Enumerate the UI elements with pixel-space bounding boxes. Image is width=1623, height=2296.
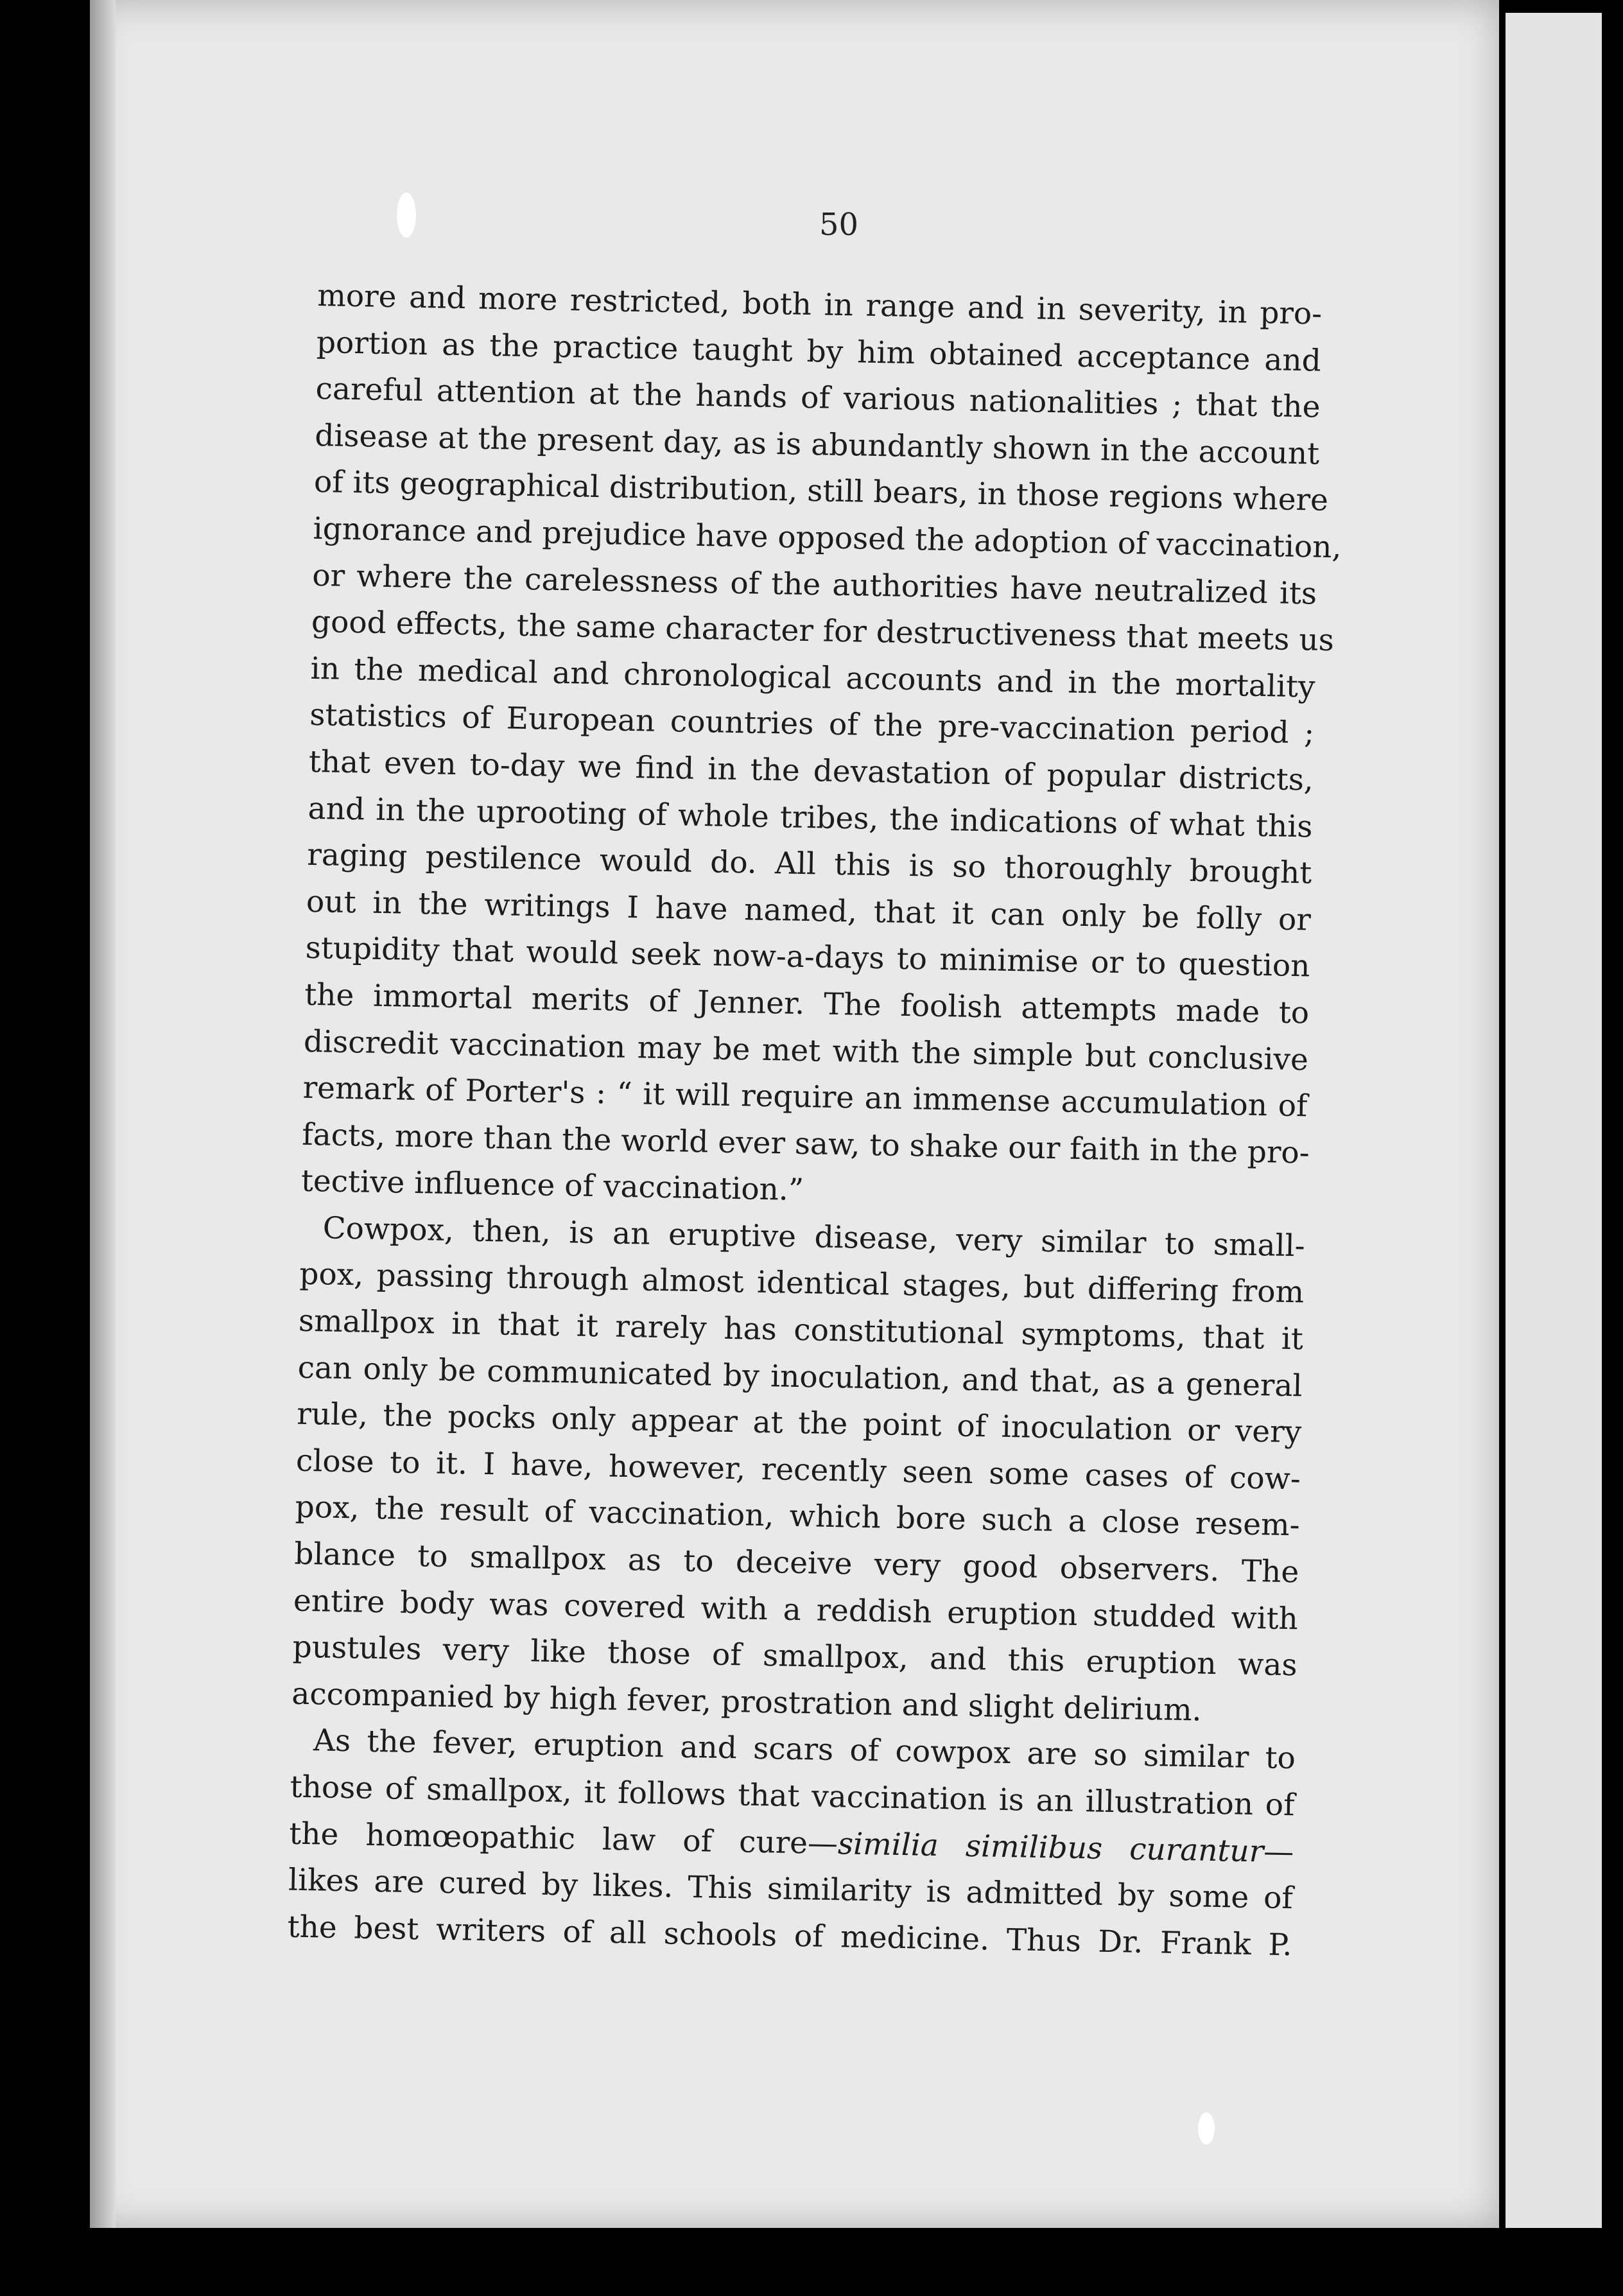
text-line: ignorance and prejudice have opposed the adoption of vaccination, (313, 510, 1342, 566)
text-line: the best writers of all schools of medicine. Thus Dr. Frank P. (287, 1909, 1293, 1963)
text-line: in the medical and chronological accounts and in the mortality (310, 650, 1315, 705)
page-spine-shadow (90, 0, 116, 2228)
text-line: entire body was covered with a reddish eruption studded with (293, 1583, 1299, 1637)
text-line: out in the writings I have named, that it can only be folly or (306, 883, 1312, 938)
text-line: stupidity that would seek now-a-days to minimise or to question (305, 930, 1310, 984)
text-line: that even to-day we find in the devastation of popular districts, (308, 744, 1314, 798)
text-line: close to it. I have, however, recently seen some cases of cow- (295, 1443, 1301, 1497)
body-text (287, 273, 1342, 1969)
text-line: of its geographical distribution, still bears, in those regions where (313, 464, 1329, 519)
text-line: good effects, the same character for destructiveness that meets us (311, 604, 1335, 659)
text-line: and in the uprooting of whole tribes, the indications of what this (308, 790, 1313, 845)
text-line: accompanied by high fever, prostration and slight delirium. (291, 1676, 1202, 1728)
text-line: remark of Porter's : “ it will require an immense accumulation of (302, 1070, 1308, 1124)
facing-page-edge (1506, 13, 1602, 2228)
text-line: careful attention at the hands of various nationalities ; that the (315, 371, 1321, 425)
text-line: or where the carelessness of the authorities have neutralized its (311, 557, 1317, 612)
text-line: those of smallpox, it follows that vaccination is an illustration of (290, 1769, 1296, 1823)
text-line: discredit vaccination may be met with the simple but conclusive (303, 1023, 1309, 1077)
paragraph-2 (291, 1205, 1305, 1736)
text-line: likes are cured by likes. This similarity is admitted by some of (288, 1862, 1294, 1917)
text-line: can only be communicated by inoculation, and that, as a general (297, 1350, 1303, 1404)
text-line: the immortal merits of Jenner. The foolish attempts made to (304, 977, 1310, 1031)
text-line: raging pestilence would do. All this is so thoroughly brought (306, 837, 1312, 891)
latin-tail: — (1263, 1834, 1294, 1870)
text-line: smallpox in that it rarely has constitutional symptoms, that it (298, 1303, 1304, 1357)
paragraph-3 (287, 1718, 1296, 1969)
text-line: As the fever, eruption and scars of cowpox are so similar to (313, 1723, 1296, 1777)
text-line: blance to smallpox as to deceive very good observers. The (293, 1536, 1299, 1590)
text-line: rule, the pocks only appear at the point of inoculation or very (296, 1396, 1302, 1450)
text-line: facts, more than the world ever saw, to shake our faith in the pro- (301, 1117, 1310, 1171)
text-line: portion as the practice taught by him obtained acceptance and (316, 324, 1322, 379)
text-line: pox, passing through almost identical stages, but differing from (299, 1257, 1305, 1310)
text-line: pox, the result of vaccination, which bore such a close resem- (295, 1490, 1301, 1544)
text-line: disease at the present day, as is abundantly shown in the account (314, 417, 1320, 472)
scan-speck (397, 193, 416, 238)
paragraph-1 (300, 273, 1342, 1223)
text-line: Cowpox, then, is an eruptive disease, very similar to small- (322, 1210, 1305, 1264)
text-line: tective influence of vaccination.” (300, 1163, 804, 1208)
page-number: 50 (819, 207, 859, 243)
text-line: more and more restricted, both in range and in severity, in pro- (317, 277, 1323, 332)
latin-phrase: similia similibus curantur (837, 1825, 1264, 1869)
scan-speck (1198, 2112, 1215, 2144)
text-line: statistics of European countries of the pre-vaccination period ; (309, 697, 1315, 751)
text-line: pustules very like those of smallpox, and this eruption was (292, 1629, 1298, 1683)
latin-lead: the homœopathic law of cure— (288, 1816, 838, 1861)
